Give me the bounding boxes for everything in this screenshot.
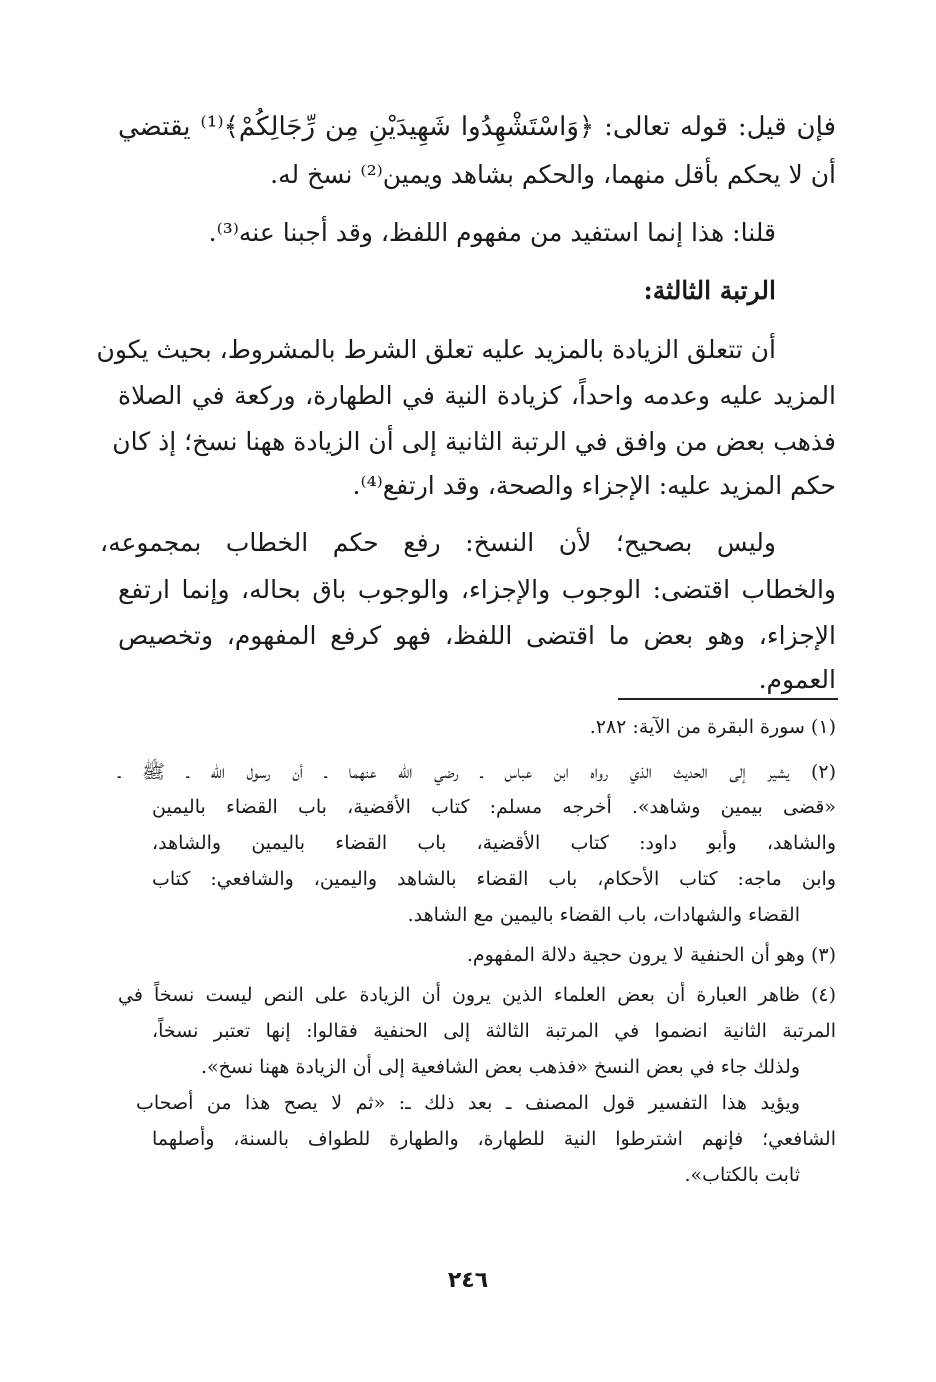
footnote-4-line: (٤) ظاهر العبارة أن بعض العلماء الذين يرون أن الزيادة على النص ليست نسخاً في	[118, 984, 836, 1006]
footnote-2-line: «قضى بيمين وشاهد». أخرجه مسلم: كتاب الأقضية، باب القضاء باليمين	[152, 796, 836, 818]
body-line: قلنا: هذا إنما استفيد من مفهوم اللفظ، وقد أجبنا عنه⁽³⁾.	[208, 218, 776, 247]
body-line: حكم المزيد عليه: الإجزاء والصحة، وقد ارتفع⁽⁴⁾.	[352, 471, 836, 500]
footnote-4-line: الشافعي؛ فإنهم اشترطوا النية للطهارة، والطهارة للطواف بالسنة، وأصلهما	[152, 1128, 836, 1150]
section-heading: الرتبة الثالثة:	[643, 276, 776, 305]
footnote-4-line: ويؤيد هذا التفسير قول المصنف ـ بعد ذلك ـ: «ثم لا يصح هذا من أصحاب	[136, 1092, 800, 1114]
footnote-2-line: وابن ماجه: كتاب الأحكام، باب القضاء بالشاهد واليمين، والشافعي: كتاب	[152, 868, 836, 890]
body-line: العموم.	[758, 665, 836, 694]
footnote-2-line: (٢) يشير إلى الحديث الذي رواه ابن عباس ـ رضي الله عنهما ـ أن رسول الله ـ ﷺ ـ	[118, 761, 836, 783]
footnote-2-line: القضاء والشهادات، باب القضاء باليمين مع الشاهد.	[407, 904, 800, 926]
footnote-4-line: المرتبة الثانية انضموا في المرتبة الثالثة إلى الحنفية فقالوا: إنها تعتبر نسخاً،	[152, 1020, 836, 1042]
body-line: وليس بصحيح؛ لأن النسخ: رفع حكم الخطاب بمجموعه،	[100, 528, 776, 557]
body-line: فإن قيل: قوله تعالى: ﴿وَاسْتَشْهِدُوا شَهِيدَيْنِ مِن رِّجَالِكُمْ﴾⁽¹⁾ يقتضي	[118, 112, 836, 142]
footnote-2-line: والشاهد، وأبو داود: كتاب الأقضية، باب القضاء باليمين والشاهد،	[152, 832, 836, 854]
body-line: والخطاب اقتضى: الوجوب والإجزاء، والوجوب باق بحاله، وإنما ارتفع	[118, 575, 836, 604]
body-line: الإجزاء، وهو بعض ما اقتضى اللفظ، فهو كرفع المفهوم، وتخصيص	[118, 621, 836, 650]
footnote-4-line: ولذلك جاء في بعض النسخ «فذهب بعض الشافعية إلى أن الزيادة ههنا نسخ».	[200, 1056, 800, 1078]
footnote-separator	[618, 698, 838, 700]
footnote-1: (١) سورة البقرة من الآية: ٢٨٢.	[589, 716, 836, 738]
page-number: ٢٤٦	[447, 1268, 489, 1293]
body-line: أن لا يحكم بأقل منهما، والحكم بشاهد ويمين⁽²⁾ نسخ له.	[270, 160, 836, 189]
body-line: فذهب بعض من وافق في الرتبة الثانية إلى أن الزيادة ههنا نسخ؛ إذ كان	[112, 427, 836, 456]
body-line: أن تتعلق الزيادة بالمزيد عليه تعلق الشرط بالمشروط، بحيث يكون	[96, 335, 776, 364]
footnote-3: (٣) وهو أن الحنفية لا يرون حجية دلالة المفهوم.	[466, 944, 836, 966]
body-line: المزيد عليه وعدمه واحداً، كزيادة النية في الطهارة، وركعة في الصلاة	[118, 381, 836, 410]
footnote-4-line: ثابت بالكتاب».	[684, 1164, 800, 1186]
